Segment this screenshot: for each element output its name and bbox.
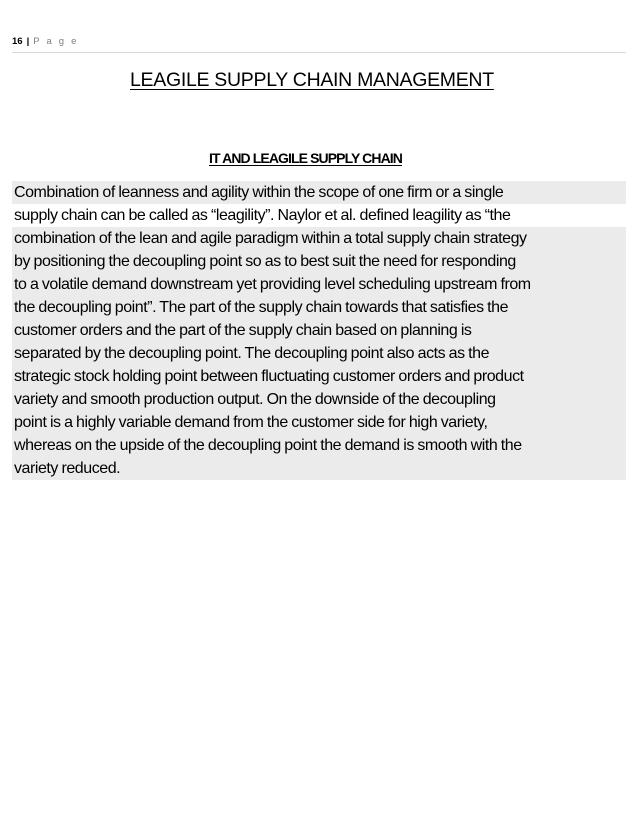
page-header: [12, 36, 79, 48]
header-rule: [12, 52, 626, 53]
body-line: strategic stock holding point between fluctuating customer orders and product: [12, 365, 626, 388]
body-line: combination of the lean and agile paradigm within a total supply chain strategy: [12, 227, 626, 250]
body-line: Combination of leanness and agility within the scope of one firm or a single: [12, 181, 626, 204]
body-line: whereas on the upside of the decoupling point the demand is smooth with the: [12, 434, 626, 457]
page-separator: |: [26, 36, 30, 47]
body-paragraph: [12, 181, 626, 481]
body-line: point is a highly variable demand from the customer side for high variety,: [12, 411, 626, 434]
body-line: customer orders and the part of the supply chain based on planning is: [12, 319, 626, 342]
body-line: variety and smooth production output. On the downside of the decoupling: [12, 388, 626, 411]
body-line: the decoupling point”. The part of the supply chain towards that satisfies the: [12, 296, 626, 319]
document-title: LEAGILE SUPPLY CHAIN MANAGEMENT: [130, 69, 494, 91]
body-line: separated by the decoupling point. The decoupling point also acts as the: [12, 342, 626, 365]
body-line: to a volatile demand downstream yet providing level scheduling upstream from: [12, 273, 626, 296]
section-heading: IT AND LEAGILE SUPPLY CHAIN: [209, 150, 402, 166]
page-word: P a g e: [33, 36, 79, 47]
body-line: variety reduced.: [12, 457, 626, 480]
page-number: 16: [12, 36, 23, 47]
body-line: by positioning the decoupling point so as to best suit the need for responding: [12, 250, 626, 273]
body-line: supply chain can be called as “leagility”. Naylor et al. defined leagility as “the: [14, 207, 511, 224]
